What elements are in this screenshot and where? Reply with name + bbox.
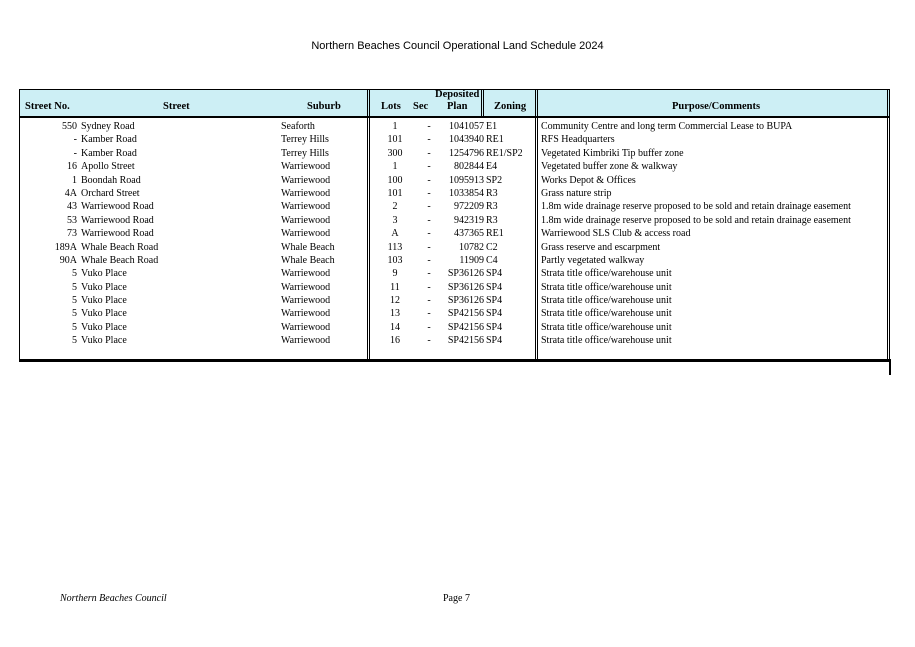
suburb-cell: Warriewood — [281, 228, 331, 240]
column-divider — [483, 90, 484, 118]
zoning-cell: SP4 — [486, 308, 503, 320]
street-name-cell: Kamber Road — [81, 134, 137, 146]
section-cell: - — [427, 187, 431, 199]
table-row — [20, 334, 889, 347]
table-row — [20, 241, 889, 254]
zoning-cell: SP4 — [486, 321, 503, 333]
purpose-comment-cell: Grass reserve and escarpment — [541, 241, 661, 253]
land-schedule-table — [19, 89, 890, 361]
street-name-cell: Whale Beach Road — [81, 254, 159, 266]
suburb-cell: Terrey Hills — [281, 134, 329, 146]
purpose-comment-cell: Community Centre and long term Commercial Lease to BUPA — [541, 121, 793, 132]
street-number-cell: 43 — [67, 201, 77, 213]
section-cell: - — [427, 321, 431, 333]
lot-cell: 1 — [392, 161, 398, 173]
suburb-cell: Warriewood — [281, 161, 331, 173]
deposited-plan-cell: SP36126 — [447, 295, 484, 307]
suburb-cell: Whale Beach — [281, 241, 335, 253]
table-body — [20, 120, 889, 348]
suburb-cell: Warriewood — [281, 187, 331, 199]
street-number-cell: 53 — [67, 214, 77, 226]
zoning-cell: RE1 — [486, 228, 504, 240]
table-row — [20, 187, 889, 200]
table-row — [20, 294, 889, 307]
suburb-cell: Warriewood — [281, 174, 331, 186]
table-row — [20, 160, 889, 173]
deposited-plan-cell: 942319 — [454, 214, 484, 226]
header-street-no: Street No. — [25, 101, 70, 112]
header-zoning: Zoning — [494, 101, 527, 112]
table-row — [20, 281, 889, 294]
purpose-comment-cell: 1.8m wide drainage reserve proposed to be sold and retain drainage easement — [541, 214, 851, 226]
suburb-cell: Whale Beach — [281, 254, 335, 266]
street-number-cell: 550 — [62, 121, 77, 132]
deposited-plan-cell: 1043940 — [449, 134, 484, 146]
street-number-cell: 5 — [72, 268, 77, 280]
lot-cell: 101 — [387, 134, 403, 146]
lot-cell: 300 — [387, 147, 403, 159]
table-row — [20, 214, 889, 227]
deposited-plan-cell: SP36126 — [447, 268, 484, 280]
street-name-cell: Vuko Place — [81, 295, 127, 307]
deposited-plan-cell: SP42156 — [447, 308, 484, 320]
street-name-cell: Boondah Road — [81, 174, 141, 186]
lot-cell: 12 — [390, 295, 400, 307]
suburb-cell: Seaforth — [281, 121, 315, 132]
suburb-cell: Warriewood — [281, 295, 331, 307]
street-number-cell: 5 — [72, 295, 77, 307]
purpose-comment-cell: Vegetated buffer zone & walkway — [541, 161, 678, 173]
lot-cell: 9 — [392, 268, 398, 280]
zoning-cell: R3 — [486, 187, 498, 199]
purpose-comment-cell: Partly vegetated walkway — [541, 254, 645, 266]
document-title: Northern Beaches Council Operational Land Schedule 2024 — [311, 40, 604, 52]
section-cell: - — [427, 241, 431, 253]
suburb-cell: Warriewood — [281, 201, 331, 213]
deposited-plan-cell: 1254796 — [449, 147, 484, 159]
lot-cell: 100 — [387, 174, 403, 186]
purpose-comment-cell: Grass nature strip — [541, 187, 612, 199]
section-cell: - — [427, 295, 431, 307]
lot-cell: 11 — [390, 281, 400, 293]
suburb-cell: Terrey Hills — [281, 147, 329, 159]
purpose-comment-cell: Strata title office/warehouse unit — [541, 268, 672, 280]
suburb-cell: Warriewood — [281, 214, 331, 226]
zoning-cell: SP4 — [486, 335, 503, 347]
purpose-comment-cell: 1.8m wide drainage reserve proposed to be sold and retain drainage easement — [541, 201, 851, 213]
section-cell: - — [427, 228, 431, 240]
street-name-cell: Warriewood Road — [81, 201, 154, 213]
deposited-plan-cell: 1033854 — [449, 187, 484, 199]
deposited-plan-cell: 437365 — [454, 228, 484, 240]
lot-cell: 16 — [390, 335, 400, 347]
street-number-cell: 5 — [72, 321, 77, 333]
section-cell: - — [427, 147, 431, 159]
street-number-cell: 5 — [72, 335, 77, 347]
section-cell: - — [427, 335, 431, 347]
suburb-cell: Warriewood — [281, 321, 331, 333]
purpose-comment-cell: Strata title office/warehouse unit — [541, 308, 672, 320]
table-row — [20, 321, 889, 334]
suburb-cell: Warriewood — [281, 268, 331, 280]
purpose-comment-cell: Strata title office/warehouse unit — [541, 281, 672, 293]
lot-cell: 3 — [392, 214, 398, 226]
street-name-cell: Vuko Place — [81, 268, 127, 280]
street-name-cell: Kamber Road — [81, 147, 137, 159]
zoning-cell: E4 — [486, 161, 498, 173]
zoning-cell: SP4 — [486, 268, 503, 280]
purpose-comment-cell: Strata title office/warehouse unit — [541, 335, 672, 347]
purpose-comment-cell: Warriewood SLS Club & access road — [541, 228, 691, 240]
zoning-cell: C2 — [486, 241, 498, 253]
section-cell: - — [427, 268, 431, 280]
section-cell: - — [427, 281, 431, 293]
section-cell: - — [427, 161, 431, 173]
zoning-cell: E1 — [486, 121, 498, 132]
zoning-cell: R3 — [486, 201, 498, 213]
street-name-cell: Apollo Street — [81, 161, 135, 173]
zoning-cell: SP2 — [486, 174, 503, 186]
header-deposited: Deposited — [435, 89, 480, 100]
lot-cell: A — [391, 228, 399, 240]
street-name-cell: Vuko Place — [81, 321, 127, 333]
suburb-cell: Warriewood — [281, 281, 331, 293]
lot-cell: 13 — [390, 308, 400, 320]
deposited-plan-cell: 802844 — [454, 161, 484, 173]
deposited-plan-cell: 11909 — [459, 254, 484, 266]
street-name-cell: Sydney Road — [81, 121, 135, 132]
section-cell: - — [427, 174, 431, 186]
purpose-comment-cell: Works Depot & Offices — [541, 174, 636, 186]
table-row — [20, 267, 889, 280]
header-lots: Lots — [381, 101, 401, 112]
street-number-cell: 1 — [72, 174, 77, 186]
zoning-cell: SP4 — [486, 281, 503, 293]
street-number-cell: 5 — [72, 308, 77, 320]
column-divider — [481, 90, 482, 118]
zoning-cell: RE1 — [486, 134, 504, 146]
table-row — [20, 174, 889, 187]
section-cell: - — [427, 134, 431, 146]
deposited-plan-cell: 10782 — [459, 241, 484, 253]
lot-cell: 14 — [390, 321, 400, 333]
street-name-cell: Vuko Place — [81, 281, 127, 293]
zoning-cell: C4 — [486, 254, 498, 266]
deposited-plan-cell: 972209 — [454, 201, 484, 213]
street-number-cell: - — [73, 147, 77, 159]
header-street: Street — [163, 101, 190, 112]
street-number-cell: 4A — [64, 187, 77, 199]
street-name-cell: Vuko Place — [81, 335, 127, 347]
zoning-cell: SP4 — [486, 295, 503, 307]
table-row — [20, 200, 889, 213]
deposited-plan-cell: SP42156 — [447, 321, 484, 333]
deposited-plan-cell: SP42156 — [447, 335, 484, 347]
header-plan: Plan — [447, 101, 468, 112]
deposited-plan-cell: 1041057 — [449, 121, 484, 132]
lot-cell: 101 — [387, 187, 403, 199]
street-name-cell: Vuko Place — [81, 308, 127, 320]
street-name-cell: Whale Beach Road — [81, 241, 159, 253]
suburb-cell: Warriewood — [281, 308, 331, 320]
lot-cell: 113 — [387, 241, 403, 253]
table-row — [20, 227, 889, 240]
zoning-cell: R3 — [486, 214, 498, 226]
header-purpose: Purpose/Comments — [672, 101, 761, 112]
section-cell: - — [427, 254, 431, 266]
street-name-cell: Orchard Street — [81, 187, 140, 199]
table-bottom-border — [19, 359, 891, 362]
lot-cell: 1 — [392, 121, 398, 132]
section-cell: - — [427, 121, 431, 132]
street-number-cell: - — [73, 134, 77, 146]
table-row — [20, 147, 889, 160]
purpose-comment-cell: RFS Headquarters — [541, 134, 615, 146]
street-number-cell: 73 — [67, 228, 77, 240]
table-row — [20, 133, 889, 146]
table-row — [20, 307, 889, 320]
table-right-border — [889, 359, 891, 375]
lot-cell: 2 — [392, 201, 398, 213]
table-row — [20, 254, 889, 267]
suburb-cell: Warriewood — [281, 335, 331, 347]
purpose-comment-cell: Vegetated Kimbriki Tip buffer zone — [541, 147, 684, 159]
table-header — [20, 90, 889, 118]
street-number-cell: 5 — [72, 281, 77, 293]
deposited-plan-cell: 1095913 — [449, 174, 484, 186]
footer-council-name: Northern Beaches Council — [60, 593, 167, 604]
street-number-cell: 189A — [54, 241, 77, 253]
purpose-comment-cell: Strata title office/warehouse unit — [541, 321, 672, 333]
section-cell: - — [427, 308, 431, 320]
footer-page-number: Page 7 — [443, 593, 470, 604]
purpose-comment-cell: Strata title office/warehouse unit — [541, 295, 672, 307]
street-number-cell: 90A — [59, 254, 77, 266]
section-cell: - — [427, 214, 431, 226]
deposited-plan-cell: SP36126 — [447, 281, 484, 293]
zoning-cell: RE1/SP2 — [486, 147, 523, 159]
header-suburb: Suburb — [307, 101, 341, 112]
table-row — [20, 120, 889, 133]
header-sec: Sec — [413, 101, 429, 112]
street-number-cell: 16 — [67, 161, 77, 173]
street-name-cell: Warriewood Road — [81, 228, 154, 240]
street-name-cell: Warriewood Road — [81, 214, 154, 226]
section-cell: - — [427, 201, 431, 213]
lot-cell: 103 — [387, 254, 403, 266]
